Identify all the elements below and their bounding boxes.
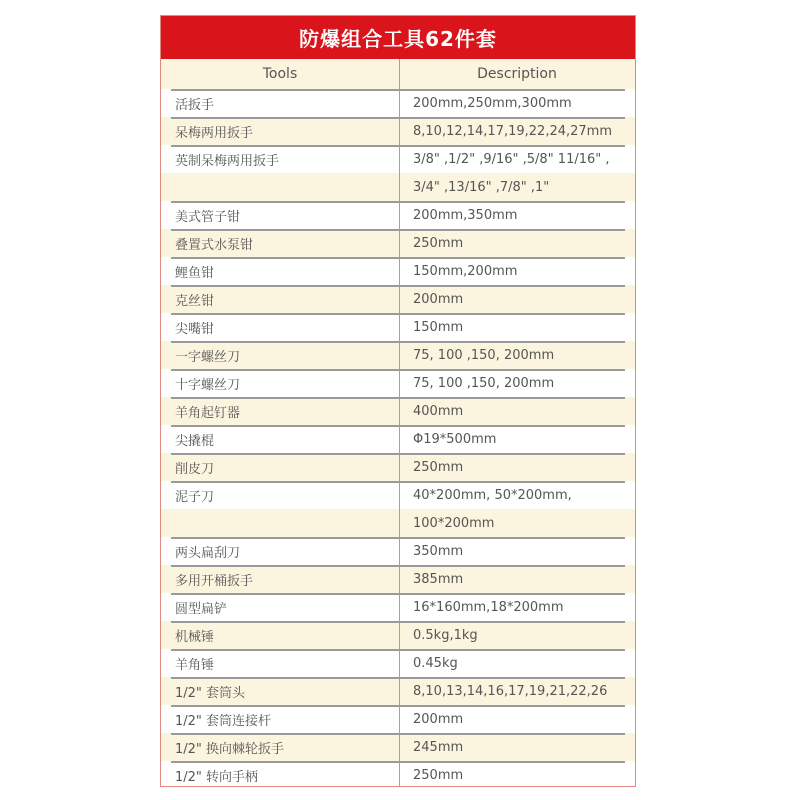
table-row [161, 369, 635, 397]
table-row [161, 117, 635, 145]
description-cell: 3/4" ,13/16" ,7/8" ,1" [413, 179, 550, 195]
table-row [161, 89, 635, 117]
table-row [161, 565, 635, 593]
description-cell: Φ19*500mm [413, 431, 497, 447]
tool-name-cell: 尖嘴钳 [175, 321, 215, 337]
description-cell: 8,10,13,14,16,17,19,21,22,26 [413, 683, 608, 699]
table-row [161, 621, 635, 649]
tool-name-cell: 1/2" 套筒头 [175, 685, 246, 701]
tool-name-cell: 一字螺丝刀 [175, 349, 241, 365]
column-header-tools: Tools [262, 66, 298, 82]
tool-name-cell: 十字螺丝刀 [175, 377, 241, 393]
description-cell: 200mm [413, 291, 464, 307]
table-row-continuation [161, 509, 635, 537]
description-cell: 250mm [413, 459, 464, 475]
tool-name-cell: 呆梅两用扳手 [175, 125, 254, 141]
column-header-row [161, 59, 635, 89]
tool-name-cell: 1/2" 转向手柄 [175, 769, 259, 785]
tool-name-cell: 鲤鱼钳 [175, 265, 215, 281]
table-row [161, 285, 635, 313]
description-cell: 75, 100 ,150, 200mm [413, 375, 555, 391]
description-cell: 200mm [413, 711, 464, 727]
description-cell: 385mm [413, 571, 464, 587]
table-row [161, 229, 635, 257]
description-cell: 200mm,250mm,300mm [413, 95, 572, 111]
tool-name-cell: 泥子刀 [175, 489, 215, 505]
table-row-continuation [161, 173, 635, 201]
table-row [161, 145, 635, 173]
description-cell: 16*160mm,18*200mm [413, 599, 564, 615]
tool-name-cell [161, 173, 399, 201]
table-title: 防爆组合工具62件套 [161, 16, 635, 59]
tool-name-cell: 多用开桶扳手 [175, 573, 254, 589]
table-row [161, 341, 635, 369]
table-row [161, 201, 635, 229]
tool-name-cell: 圆型扁铲 [175, 601, 228, 617]
tool-name-cell: 英制呆梅两用扳手 [175, 153, 280, 169]
table-row [161, 677, 635, 705]
description-cell: 250mm [413, 235, 464, 251]
description-cell: 200mm,350mm [413, 207, 518, 223]
tool-name-cell: 尖撬棍 [175, 433, 215, 449]
description-cell: 250mm [413, 767, 464, 783]
tool-spec-table [160, 15, 636, 787]
tool-name-cell: 叠置式水泵钳 [175, 237, 254, 253]
table-row [161, 593, 635, 621]
tool-name-cell: 削皮刀 [175, 461, 215, 477]
description-cell: 245mm [413, 739, 464, 755]
description-cell: 100*200mm [413, 515, 495, 531]
table-row [161, 733, 635, 761]
description-cell: 350mm [413, 543, 464, 559]
tool-name-cell: 活扳手 [175, 97, 215, 113]
table-row [161, 481, 635, 509]
description-cell: 150mm,200mm [413, 263, 518, 279]
table-row [161, 453, 635, 481]
column-header-description: Description [477, 66, 557, 82]
description-cell: 8,10,12,14,17,19,22,24,27mm [413, 123, 612, 139]
tool-name-cell [161, 509, 399, 537]
description-cell: 0.5kg,1kg [413, 627, 478, 643]
description-cell: 0.45kg [413, 655, 458, 671]
column-divider [399, 59, 400, 786]
description-cell: 150mm [413, 319, 464, 335]
tool-name-cell: 羊角起钉器 [175, 405, 241, 421]
table-row [161, 257, 635, 285]
tool-name-cell: 羊角锤 [175, 657, 215, 673]
table-row [161, 313, 635, 341]
tool-name-cell: 美式管子钳 [175, 209, 241, 225]
tool-name-cell: 机械锤 [175, 629, 215, 645]
tool-name-cell: 1/2" 套筒连接杆 [175, 713, 272, 729]
description-cell: 75, 100 ,150, 200mm [413, 347, 555, 363]
description-cell: 40*200mm, 50*200mm, [413, 487, 572, 503]
tool-name-cell: 两头扁刮刀 [175, 545, 241, 561]
description-cell: 3/8" ,1/2" ,9/16" ,5/8" 11/16" , [413, 151, 610, 167]
tool-name-cell: 克丝钳 [175, 293, 215, 309]
description-cell: 400mm [413, 403, 464, 419]
table-row [161, 425, 635, 453]
table-row [161, 537, 635, 565]
table-row [161, 397, 635, 425]
tool-name-cell: 1/2" 换向棘轮扳手 [175, 741, 285, 757]
table-row [161, 649, 635, 677]
table-body [161, 89, 635, 787]
table-row [161, 705, 635, 733]
table-row [161, 761, 635, 787]
